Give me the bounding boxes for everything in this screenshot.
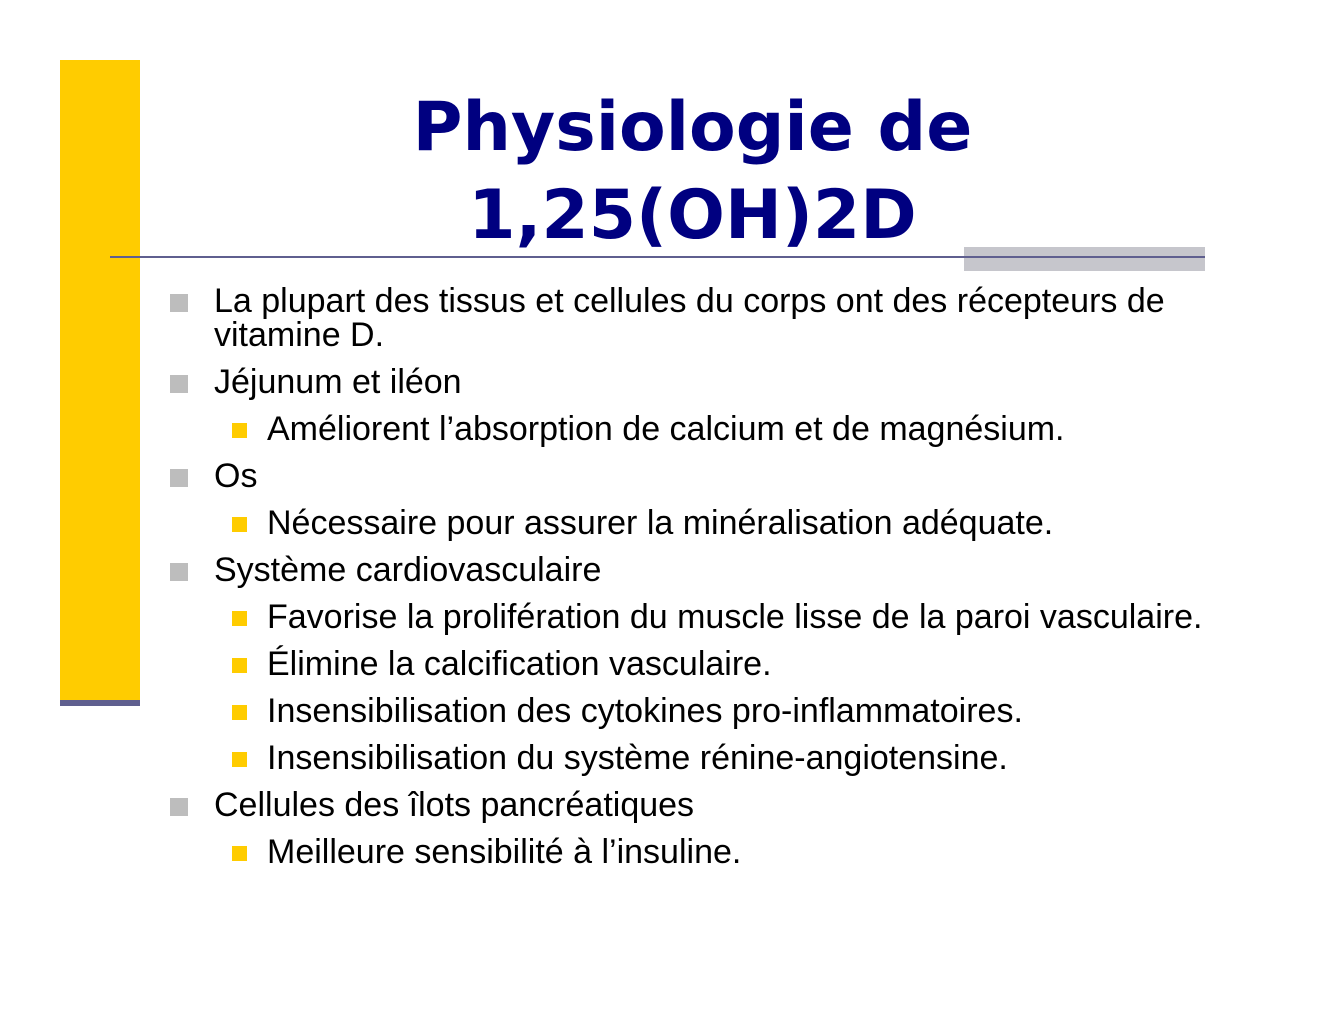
bullet-item [170,553,1250,587]
sub-bullet-item [170,694,1250,728]
square-bullet-icon [170,798,188,816]
bullet-text: Cellules des îlots pancréatiques [214,786,695,824]
square-bullet-icon [232,611,247,626]
square-bullet-icon [170,375,188,393]
bullet-text: Jéjunum et iléon [214,363,462,401]
left-accent-underline [60,700,140,706]
bullet-text: La plupart des tissus et cellules du corps ont des récepteurs de vitamine D. [214,282,1165,354]
bullet-item [170,284,1250,352]
square-bullet-icon [232,423,247,438]
sub-bullet-item [170,412,1250,446]
square-bullet-icon [232,517,247,532]
bullet-text: Système cardiovasculaire [214,551,602,589]
sub-bullet-text: Insensibilisation des cytokines pro-inflammatoires. [267,692,1023,730]
bullet-item [170,459,1250,493]
bullet-text: Os [214,457,258,495]
sub-bullet-text: Améliorent l’absorption de calcium et de magnésium. [267,410,1065,448]
slide-title [330,84,1055,260]
sub-bullet-item [170,647,1250,681]
square-bullet-icon [232,705,247,720]
bullet-item [170,365,1250,399]
slide-title-line-2: 1,25(OH)2D [468,176,917,255]
sub-bullet-item [170,741,1250,775]
left-accent-bar [60,60,140,702]
sub-bullet-text: Élimine la calcification vasculaire. [267,645,772,683]
sub-bullet-text: Nécessaire pour assurer la minéralisation adéquate. [267,504,1054,542]
sub-bullet-item [170,506,1250,540]
sub-bullet-item [170,600,1250,634]
square-bullet-icon [232,752,247,767]
square-bullet-icon [170,563,188,581]
sub-bullet-text: Favorise la prolifération du muscle lisse de la paroi vasculaire. [267,598,1203,636]
sub-bullet-item [170,835,1250,869]
sub-bullet-text: Meilleure sensibilité à l’insuline. [267,833,742,871]
square-bullet-icon [170,294,188,312]
square-bullet-icon [170,469,188,487]
title-divider-accent [964,247,1205,271]
bullet-item [170,788,1250,822]
sub-bullet-text: Insensibilisation du système rénine-angiotensine. [267,739,1008,777]
bullet-list [170,280,1250,869]
square-bullet-icon [232,846,247,861]
title-divider-accent-line [964,256,1205,258]
square-bullet-icon [232,658,247,673]
slide-title-line-1: Physiologie de [412,88,973,167]
